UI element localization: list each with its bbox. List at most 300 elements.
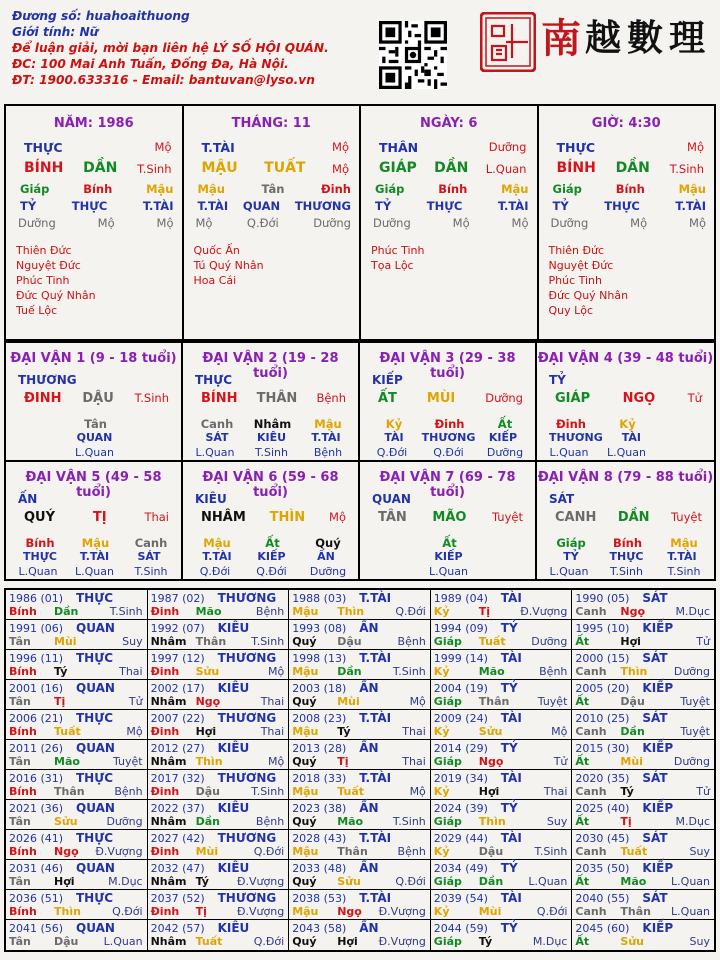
year-label: 2023 (38) <box>292 802 347 815</box>
pillar-hidden-stem: Giáp <box>375 182 405 196</box>
year-branch: Mùi <box>478 905 502 918</box>
year-branch: Mùi <box>54 635 77 648</box>
year-cell[interactable] <box>148 740 290 770</box>
pillar-stem: GIÁP <box>379 160 417 176</box>
year-stem: Ất <box>575 755 590 768</box>
year-cell[interactable] <box>572 680 714 710</box>
year-branch: Hợi <box>54 875 75 888</box>
pillar-hidden-god: T.TÀI <box>197 199 229 213</box>
dai-van-hidden-state <box>483 565 527 579</box>
year-cell[interactable] <box>6 620 148 650</box>
year-branch: Ngọ <box>620 605 646 618</box>
year-stem: Mậu <box>292 785 319 798</box>
year-stem: Mậu <box>292 845 319 858</box>
year-stem: Kỷ <box>433 905 450 918</box>
year-cell[interactable] <box>431 650 573 680</box>
year-cell[interactable] <box>431 770 573 800</box>
dai-van-3[interactable] <box>360 343 537 462</box>
year-label: 2027 (42) <box>150 832 205 845</box>
year-stage: Tử <box>696 635 710 648</box>
year-cell[interactable] <box>148 920 290 950</box>
year-god: TỶ <box>500 921 518 935</box>
year-label: 2018 (33) <box>292 772 347 785</box>
year-branch: Dậu <box>337 635 362 648</box>
pillar-branch: DẦN <box>615 160 650 176</box>
pillar-star: Đức Quý Nhân <box>16 289 96 302</box>
year-cell[interactable] <box>572 620 714 650</box>
year-god: KIẾP <box>642 621 674 635</box>
year-cell[interactable] <box>148 710 290 740</box>
year-stem: Tân <box>9 815 31 828</box>
dai-van-hidden-stem: Bính <box>612 536 643 550</box>
seal-stamp-icon <box>480 12 536 72</box>
year-label: 2007 (22) <box>150 712 205 725</box>
year-stem: Giáp <box>433 755 462 768</box>
dai-van-hidden-god: T.TÀI <box>667 550 697 563</box>
year-branch: Sửu <box>478 725 503 738</box>
dai-van-6[interactable] <box>183 462 360 579</box>
year-cell[interactable] <box>289 590 431 620</box>
pillar-star: Quốc Ấn <box>193 244 240 257</box>
dai-van-hidden-god: SÁT <box>137 550 161 563</box>
logo-char-2: 越 <box>585 17 622 59</box>
pillar-hidden-state: Mộ <box>511 216 529 230</box>
year-stage: Đ.Vượng <box>95 845 143 858</box>
year-cell[interactable] <box>289 800 431 830</box>
dai-van-hidden-god: SÁT <box>205 431 229 444</box>
year-stem: Quý <box>292 815 317 828</box>
pillar-hidden-god: TỶ <box>375 199 392 213</box>
year-label: 2037 (52) <box>150 892 205 905</box>
year-god: THƯƠNG <box>217 831 277 845</box>
year-stage: T.Sinh <box>392 665 426 678</box>
year-stem: Quý <box>292 935 317 948</box>
pillar-hidden-stem: Mậu <box>197 182 225 196</box>
qr-code-icon[interactable] <box>379 21 447 89</box>
year-stem: Đinh <box>150 605 180 618</box>
pillar-hidden-stem: Mậu <box>146 182 174 196</box>
dai-van-hidden-stem: Ất <box>497 417 513 431</box>
dai-van-2[interactable] <box>183 343 360 462</box>
pillar-star: Phúc Tinh <box>16 274 70 287</box>
year-stage: Mộ <box>126 725 143 738</box>
pillar-hidden-god: THỰC <box>604 199 640 213</box>
dai-van-8[interactable] <box>537 462 714 579</box>
year-branch: Thân <box>478 695 510 708</box>
year-stem: Bính <box>9 905 37 918</box>
year-god: ẤN <box>359 681 379 695</box>
year-cell[interactable] <box>572 650 714 680</box>
dai-van-hidden-god: T.TÀI <box>202 550 232 563</box>
year-cell[interactable] <box>148 650 290 680</box>
dai-van-4[interactable] <box>537 343 714 462</box>
dai-van-stem: CANH <box>555 510 597 525</box>
year-label: 2022 (37) <box>150 802 205 815</box>
year-stem: Bính <box>9 845 37 858</box>
year-label: 2026 (41) <box>9 832 64 845</box>
year-cell[interactable] <box>431 890 573 920</box>
dai-van-hidden-stem: Ất <box>442 536 457 550</box>
year-cell[interactable] <box>289 620 431 650</box>
pillar-hidden-stem: Giáp <box>552 182 582 196</box>
pillar-star: Thiên Đức <box>548 244 605 257</box>
year-label: 2032 (47) <box>150 862 205 875</box>
year-cell[interactable] <box>572 920 714 950</box>
year-stage: Bệnh <box>255 815 285 828</box>
dai-van-hidden-state: T.Sinh <box>255 446 288 459</box>
year-label: 2042 (57) <box>150 922 205 935</box>
dai-van-hidden-state: L.Quan <box>75 565 114 578</box>
year-stage: Tử <box>696 785 710 798</box>
year-label: 1987 (02) <box>150 592 205 605</box>
year-branch: Thân <box>337 845 368 858</box>
pillar-star: Thiên Đức <box>16 244 72 257</box>
year-label: 2015 (30) <box>575 742 630 755</box>
year-cell[interactable] <box>6 770 148 800</box>
year-stage: Mộ <box>551 725 568 738</box>
dai-van-hidden-stem: Ất <box>265 536 280 550</box>
year-branch: Tuất <box>620 845 648 858</box>
year-stage: T.Sinh <box>251 785 285 798</box>
year-label: 2012 (27) <box>150 742 205 755</box>
year-god: SÁT <box>642 891 668 905</box>
year-cell[interactable] <box>6 920 148 950</box>
year-stem: Kỷ <box>433 725 450 738</box>
dai-van-branch: DẬU <box>82 391 114 406</box>
pillar-star: Tọa Lộc <box>371 259 414 272</box>
dai-van-title: ĐẠI VẬN 8 (79 - 88 tuổi) <box>537 470 714 485</box>
year-stem: Giáp <box>433 875 462 888</box>
year-stage: Thai <box>543 785 568 798</box>
dai-van-hidden-state: L.Quan <box>607 446 646 459</box>
pillar-hidden-state: Dưỡng <box>18 216 56 230</box>
year-cell[interactable] <box>572 770 714 800</box>
year-stage: Mộ <box>409 695 426 708</box>
pillar-hidden-god: THƯƠNG <box>294 199 351 213</box>
year-label: 1995 (10) <box>575 622 630 635</box>
pillar-hidden-god: T.TÀI <box>142 199 174 213</box>
year-label: 2024 (39) <box>433 802 488 815</box>
dai-van-hidden-state: T.Sinh <box>610 565 643 578</box>
four-pillars-panel <box>4 104 716 341</box>
year-stage: Dưỡng <box>531 635 568 648</box>
dai-van-stem: GIÁP <box>555 391 591 406</box>
year-stem: Canh <box>575 845 607 858</box>
year-stem: Quý <box>292 635 317 648</box>
year-god: T.TÀI <box>359 651 392 665</box>
year-cell[interactable] <box>289 680 431 710</box>
pillar-hidden-stem: Bính <box>615 182 645 196</box>
year-branch: Dần <box>478 875 504 888</box>
annual-luck-grid <box>4 588 716 952</box>
dai-van-god: THỰC <box>195 373 233 387</box>
dai-van-stem: QUÝ <box>24 510 56 525</box>
year-branch: Sửu <box>620 935 644 948</box>
dai-van-god: SÁT <box>549 492 575 506</box>
year-stem: Tân <box>9 635 31 648</box>
year-cell[interactable] <box>6 710 148 740</box>
year-stage: Q.Đới <box>253 935 285 948</box>
year-god: TỶ <box>500 861 518 875</box>
year-label: 2044 (59) <box>433 922 488 935</box>
year-stage: Tuyệt <box>112 755 143 768</box>
year-god: QUAN <box>76 801 115 815</box>
year-stage: Bệnh <box>539 665 568 678</box>
year-branch: Thân <box>620 905 651 918</box>
pillar-title: NGÀY: 6 <box>420 116 478 131</box>
year-stage: M.Dục <box>675 815 710 828</box>
year-stem: Mậu <box>292 665 319 678</box>
dai-van-1[interactable] <box>6 343 183 462</box>
year-cell[interactable] <box>572 860 714 890</box>
year-stage: Tuyệt <box>537 695 568 708</box>
year-god: KIẾP <box>642 741 674 755</box>
year-cell[interactable] <box>289 860 431 890</box>
year-cell[interactable] <box>572 740 714 770</box>
year-label: 1999 (14) <box>433 652 488 665</box>
year-stem: Bính <box>9 785 37 798</box>
year-god: SÁT <box>642 651 668 665</box>
year-branch: Dậu <box>620 695 645 708</box>
year-cell[interactable] <box>6 590 148 620</box>
year-cell[interactable] <box>572 830 714 860</box>
year-cell[interactable] <box>431 800 573 830</box>
year-stage: Thai <box>402 755 426 768</box>
year-cell[interactable] <box>6 650 148 680</box>
pillar-stem: MẬU <box>201 160 238 176</box>
dai-van-grid <box>4 341 716 581</box>
year-stem: Mậu <box>292 725 319 738</box>
year-label: 1990 (05) <box>575 592 630 605</box>
year-label: 2010 (25) <box>575 712 630 725</box>
year-branch: Tuất <box>337 785 364 798</box>
year-cell[interactable] <box>6 890 148 920</box>
year-god: QUAN <box>76 861 115 875</box>
dai-van-stage: Bệnh <box>316 391 346 405</box>
year-stem: Giáp <box>433 635 462 648</box>
dai-van-hidden-state <box>129 446 173 460</box>
year-god: T.TÀI <box>359 891 392 905</box>
pillar-top-god: T.TÀI <box>201 140 235 155</box>
year-god: ẤN <box>359 861 379 875</box>
year-god: SÁT <box>642 711 668 725</box>
year-cell[interactable] <box>431 920 573 950</box>
year-stem: Ất <box>575 815 590 828</box>
pillar-hidden-god: TỶ <box>20 199 37 213</box>
dai-van-title: ĐẠI VẬN 5 (49 - 58 tuổi) <box>25 470 162 500</box>
year-stem: Canh <box>575 725 607 738</box>
year-stage: Bệnh <box>397 845 426 858</box>
year-cell[interactable] <box>289 920 431 950</box>
year-label: 2036 (51) <box>9 892 64 905</box>
year-cell[interactable] <box>431 830 573 860</box>
year-god: KIÊU <box>217 681 250 695</box>
dai-van-hidden-god <box>481 550 525 565</box>
year-cell[interactable] <box>148 590 290 620</box>
year-god: QUAN <box>76 921 115 935</box>
year-cell[interactable] <box>148 620 290 650</box>
dai-van-hidden-state: L.Quan <box>195 446 235 459</box>
pillar-stem: BÍNH <box>556 160 596 176</box>
dai-van-stem: ẤT <box>378 391 397 406</box>
dai-van-hidden-stem: Bính <box>25 536 55 550</box>
year-cell[interactable] <box>289 740 431 770</box>
year-label: 2016 (31) <box>9 772 64 785</box>
year-stem: Đinh <box>150 725 180 738</box>
year-cell[interactable] <box>148 800 290 830</box>
year-stage: Thai <box>260 725 285 738</box>
year-god: KIẾP <box>642 801 674 815</box>
dai-van-hidden-stem: Nhâm <box>253 417 292 431</box>
year-label: 1989 (04) <box>433 592 488 605</box>
year-god: KIẾP <box>642 921 674 935</box>
dai-van-hidden-state: T.Sinh <box>134 565 168 578</box>
pillar-stars <box>361 243 537 273</box>
year-label: 1993 (08) <box>292 622 347 635</box>
dai-van-hidden-stem: Mậu <box>203 536 231 550</box>
dai-van-hidden-god: THỰC <box>23 550 57 563</box>
year-stage: Bệnh <box>255 605 285 618</box>
year-stage: Mộ <box>409 785 426 798</box>
year-cell[interactable] <box>289 710 431 740</box>
dai-van-hidden-state: Q.Đới <box>433 446 464 459</box>
year-cell[interactable] <box>6 830 148 860</box>
year-cell[interactable] <box>289 650 431 680</box>
dai-van-7[interactable] <box>360 462 537 579</box>
year-stage: Đ.Vượng <box>520 605 568 618</box>
year-stem: Bính <box>9 665 37 678</box>
dai-van-hidden-stem: Giáp <box>556 536 586 550</box>
year-label: 2019 (34) <box>433 772 488 785</box>
dai-van-hidden-stem <box>133 417 169 431</box>
year-branch: Tị <box>620 815 632 828</box>
year-cell[interactable] <box>148 830 290 860</box>
year-cell[interactable] <box>431 680 573 710</box>
year-cell[interactable] <box>6 680 148 710</box>
year-cell[interactable] <box>289 830 431 860</box>
year-cell[interactable] <box>572 890 714 920</box>
year-cell[interactable] <box>148 890 290 920</box>
year-cell[interactable] <box>431 710 573 740</box>
year-god: THƯƠNG <box>217 891 277 905</box>
year-stage: T.Sinh <box>392 815 426 828</box>
dai-van-god: ẤN <box>18 492 38 506</box>
year-label: 1992 (07) <box>150 622 205 635</box>
year-god: ẤN <box>359 741 379 755</box>
dai-van-title: ĐẠI VẬN 2 (19 - 28 tuổi) <box>202 351 339 381</box>
year-cell[interactable] <box>431 740 573 770</box>
pillar-hidden-state: Dưỡng <box>373 216 411 230</box>
year-god: THỰC <box>76 711 114 725</box>
year-stem: Nhâm <box>150 875 187 888</box>
year-cell[interactable] <box>148 770 290 800</box>
dai-van-branch: TỊ <box>92 510 107 525</box>
year-cell[interactable] <box>572 800 714 830</box>
year-god: TÀI <box>500 891 522 905</box>
year-stem: Nhâm <box>150 935 187 948</box>
dai-van-5[interactable] <box>6 462 183 579</box>
dai-van-hidden-god <box>18 431 62 446</box>
header-info <box>12 8 372 88</box>
year-label: 2025 (40) <box>575 802 630 815</box>
year-label: 2013 (28) <box>292 742 347 755</box>
pillar-title: GIỜ: 4:30 <box>591 116 661 131</box>
pillar-1 <box>6 106 184 339</box>
year-stem: Tân <box>9 935 31 948</box>
pillar-star: Hoa Cái <box>193 274 237 287</box>
year-cell[interactable] <box>148 680 290 710</box>
year-stage: Mộ <box>267 665 285 678</box>
year-stage: Q.Đới <box>395 875 426 888</box>
year-stage: Dưỡng <box>673 665 710 678</box>
year-cell[interactable] <box>289 770 431 800</box>
year-branch: Hợi <box>620 635 641 648</box>
year-label: 2002 (17) <box>150 682 205 695</box>
year-branch: Mùi <box>620 755 643 768</box>
year-branch: Mão <box>54 755 80 768</box>
year-cell[interactable] <box>289 890 431 920</box>
year-label: 2033 (48) <box>292 862 347 875</box>
pillar-top-god: THÂN <box>379 140 419 155</box>
year-god: THỰC <box>76 591 114 605</box>
year-stem: Quý <box>292 755 317 768</box>
dai-van-hidden-god: T.TÀI <box>79 550 110 563</box>
dai-van-hidden-stem: Đinh <box>434 417 465 431</box>
year-god: TÀI <box>500 831 522 845</box>
year-cell[interactable] <box>431 590 573 620</box>
year-cell[interactable] <box>572 710 714 740</box>
dai-van-stage: T.Sinh <box>134 391 169 405</box>
dai-van-hidden-stem <box>376 536 412 550</box>
year-branch: Mão <box>195 605 222 618</box>
year-god: TÀI <box>500 711 522 725</box>
year-cell[interactable] <box>6 860 148 890</box>
dai-van-hidden-god: KIẾP <box>434 550 463 563</box>
pillar-star: Nguyệt Đức <box>548 259 614 272</box>
dai-van-title: ĐẠI VẬN 4 (39 - 48 tuổi) <box>537 351 714 366</box>
year-cell[interactable] <box>431 620 573 650</box>
year-god: SÁT <box>642 591 668 605</box>
year-god: TÀI <box>500 651 522 665</box>
year-god: TỶ <box>500 741 518 755</box>
year-branch: Sửu <box>54 815 78 828</box>
year-branch: Mão <box>620 875 647 888</box>
dai-van-branch: THÂN <box>256 391 298 406</box>
year-label: 2005 (20) <box>575 682 630 695</box>
pillar-hidden-state: Mộ <box>97 216 115 230</box>
pillar-stage: L.Quan <box>485 162 527 176</box>
pillar-stage: T.Sinh <box>669 162 704 176</box>
pillar-hidden-state: Mộ <box>156 216 174 230</box>
year-stage: Suy <box>689 935 710 948</box>
year-cell[interactable] <box>6 800 148 830</box>
pillar-star: Nguyệt Đức <box>16 259 81 272</box>
year-god: KIẾP <box>642 681 674 695</box>
pillar-stars <box>184 243 360 288</box>
year-cell[interactable] <box>431 860 573 890</box>
year-cell[interactable] <box>6 740 148 770</box>
dai-van-hidden-stem: Kỷ <box>385 417 403 431</box>
year-god: THƯƠNG <box>217 711 277 725</box>
pillar-hidden-stem: Mậu <box>501 182 529 196</box>
year-god: T.TÀI <box>359 711 392 725</box>
year-label: 2034 (49) <box>433 862 488 875</box>
year-stem: Nhâm <box>150 695 187 708</box>
year-cell[interactable] <box>148 860 290 890</box>
year-god: TỶ <box>500 681 518 695</box>
year-cell[interactable] <box>572 590 714 620</box>
dai-van-hidden-state: L.Quan <box>18 565 58 578</box>
